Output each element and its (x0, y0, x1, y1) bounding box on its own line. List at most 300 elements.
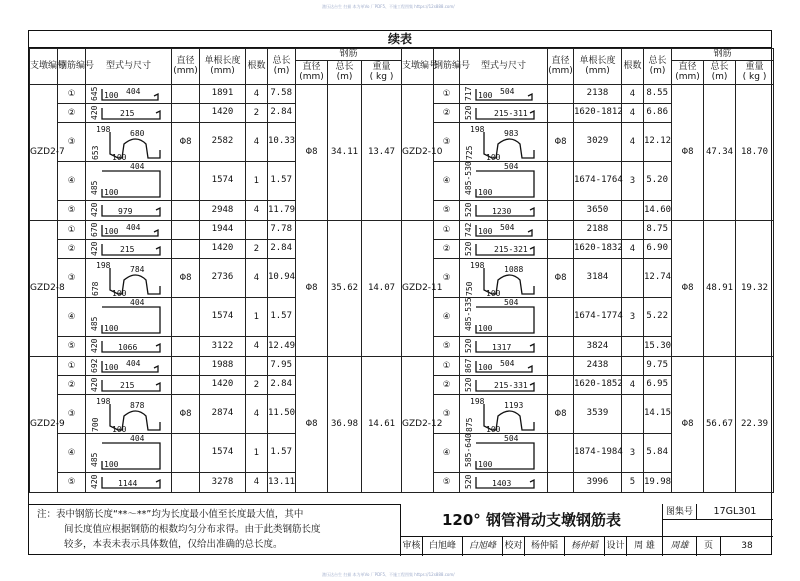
hdr-count-line: 根数 (247, 60, 266, 71)
dim-width: 215 (120, 108, 135, 118)
rebar-shape-2 (88, 105, 172, 122)
bar-no: ④ (434, 298, 460, 337)
single-length: 2138 (574, 85, 622, 104)
rebar-shape-4 (462, 432, 548, 472)
hdr-count (622, 49, 644, 85)
total-length: 7.78 (268, 221, 296, 240)
table-row (402, 85, 774, 104)
total-length: 19.98 (644, 473, 672, 493)
bar-count: 4 (246, 337, 268, 357)
single-length: 1420 (200, 104, 246, 123)
dim-height: 692 (90, 358, 99, 373)
dim-height: 653 (91, 145, 100, 160)
reviewer-signature: 白旭峰 (463, 537, 503, 556)
rebar-table-right (401, 48, 774, 493)
rebar-shape-1 (88, 358, 172, 375)
bar-count: 3 (622, 434, 644, 473)
bar-no: ⑤ (58, 337, 86, 357)
hdr-diameter-line: 直径 (551, 56, 570, 67)
hdr-group-diameter-line: 直径 (302, 62, 321, 73)
shape-cell (86, 240, 172, 259)
hdr-count-line: 根数 (623, 60, 642, 71)
total-length: 9.75 (644, 357, 672, 376)
dim-width: 404 (130, 161, 145, 171)
dim-width: 215-331 (494, 380, 528, 390)
rebar-shape-1 (88, 222, 172, 239)
bar-diameter (172, 221, 200, 240)
rebar-shape-4 (88, 299, 172, 336)
single-length: 3996 (574, 473, 622, 493)
dim-hook: 100 (478, 226, 493, 236)
shape-cell (460, 434, 548, 473)
total-length: 1.57 (268, 434, 296, 473)
bar-count: 3 (622, 298, 644, 337)
dim-height: 485 (90, 316, 99, 331)
single-length: 1574 (200, 298, 246, 337)
continuation-title: 续表 (29, 31, 771, 48)
bar-diameter (172, 104, 200, 123)
total-length: 6.90 (644, 240, 672, 259)
total-length: 11.50 (268, 395, 296, 434)
total-length: 2.84 (268, 240, 296, 259)
table-row (402, 221, 774, 240)
shape-cell (86, 473, 172, 493)
dim-hook: 100 (478, 90, 493, 100)
total-length: 10.94 (268, 259, 296, 298)
dim-height: 742 (464, 222, 473, 237)
shape-cell (86, 221, 172, 240)
table-row (402, 357, 774, 376)
bar-diameter (172, 337, 200, 357)
dim-hook: 100 (478, 459, 493, 469)
hdr-group-diameter-line: 直径 (678, 62, 697, 73)
hdr-single-length-line: 单根长度 (579, 56, 616, 67)
bar-count (622, 221, 644, 240)
bar-no: ① (58, 85, 86, 104)
hdr-group-total-unit: (m) (336, 71, 353, 82)
bar-no: ③ (58, 123, 86, 162)
total-length: 12.12 (644, 123, 672, 162)
single-length: 1674-1774 (574, 298, 622, 337)
shape-cell (460, 162, 548, 201)
single-length: 1574 (200, 434, 246, 473)
shape-cell (460, 473, 548, 493)
total-length: 8.75 (644, 221, 672, 240)
bar-no: ② (58, 240, 86, 259)
notes-line-2: 间长度值应根据钢筋的根数均匀分布求得。由于此类钢筋长度 (64, 524, 321, 535)
dim-hook: 100 (478, 187, 493, 197)
rebar-shape-4 (462, 296, 548, 336)
bar-count (622, 395, 644, 434)
dim-height: 867 (464, 358, 473, 373)
bar-count: 1 (246, 434, 268, 473)
single-length: 3278 (200, 473, 246, 493)
bar-count: 2 (246, 376, 268, 395)
dim-height: 678 (91, 281, 100, 296)
total-length: 10.33 (268, 123, 296, 162)
group-weight: 22.39 (736, 357, 774, 493)
single-length: 2874 (200, 395, 246, 434)
pier-id: GZD2-12 (402, 357, 434, 493)
rebar-shape-2 (88, 241, 172, 258)
group-diameter: Φ8 (672, 357, 704, 493)
reviewer-name: 白旭峰 (423, 537, 463, 556)
single-length: 2582 (200, 123, 246, 162)
single-length: 3650 (574, 201, 622, 221)
bar-diameter (548, 337, 574, 357)
dim-height: 645 (90, 86, 99, 101)
hdr-single-length (574, 49, 622, 85)
total-length: 2.84 (268, 104, 296, 123)
rebar-shape-3 (88, 260, 172, 297)
notes-line-3: 较多，本表未表示具体数值，仅给出准确的总长度。 (64, 539, 283, 550)
bar-no: ⑤ (434, 473, 460, 493)
shape-cell (86, 298, 172, 337)
hdr-bar-no (58, 49, 95, 85)
rebar-shape-3 (462, 396, 548, 433)
dim-height: 520 (464, 105, 473, 120)
dim-height: 485 (90, 180, 99, 195)
designer-signature: 周雄 (663, 537, 697, 556)
shape-cell (460, 337, 548, 357)
group-weight: 14.07 (362, 221, 402, 357)
shape-cell (86, 434, 172, 473)
design-label: 设计 (605, 537, 627, 556)
signature-row (401, 537, 773, 556)
hdr-shape (460, 49, 548, 85)
single-length: 1874-1984 (574, 434, 622, 473)
bar-diameter (172, 240, 200, 259)
bar-diameter (548, 221, 574, 240)
dim-height: 520 (464, 377, 473, 392)
group-diameter: Φ8 (672, 221, 704, 357)
total-length: 6.86 (644, 104, 672, 123)
bar-no: ⑤ (434, 337, 460, 357)
dim-height: 750 (465, 281, 474, 296)
checker-name: 杨仲韬 (525, 537, 565, 556)
dim-width: 404 (130, 433, 145, 443)
hdr-single-length-line: 单根长度 (204, 56, 241, 67)
table-row (30, 221, 402, 240)
dim-width: 504 (504, 297, 519, 307)
total-length: 14.15 (644, 395, 672, 434)
bar-diameter (548, 162, 574, 201)
pier-id: GZD2-8 (30, 221, 58, 357)
hdr-bar-no-line: 钢筋编号 (58, 60, 95, 71)
rebar-shape-5 (462, 474, 548, 491)
hdr-total-length (644, 49, 672, 85)
hdr-group-weight-line: 重量 (372, 62, 391, 73)
shape-cell (86, 85, 172, 104)
single-length: 2948 (200, 201, 246, 221)
bar-diameter: Φ8 (548, 259, 574, 298)
bar-diameter (172, 473, 200, 493)
single-length: 1420 (200, 376, 246, 395)
dim-width: 504 (500, 358, 515, 368)
hdr-single-length (200, 49, 246, 85)
bar-count: 4 (622, 104, 644, 123)
group-diameter: Φ8 (296, 85, 328, 221)
dim-width: 504 (500, 222, 515, 232)
hdr-diameter-unit: (mm) (173, 65, 198, 76)
shape-cell (86, 357, 172, 376)
rebar-shape-4 (462, 160, 548, 200)
dim-hook: 100 (104, 459, 119, 469)
total-length: 5.84 (644, 434, 672, 473)
pier-id: GZD2-9 (30, 357, 58, 493)
dim-top: 198 (96, 124, 111, 134)
rebar-shape-2 (462, 377, 548, 394)
shape-cell (86, 259, 172, 298)
rebar-shape-5 (462, 202, 548, 219)
group-diameter: Φ8 (672, 85, 704, 221)
shape-cell (86, 123, 172, 162)
hdr-single-length-unit: (mm) (210, 65, 235, 76)
dim-height: 420 (90, 241, 99, 256)
bar-no: ⑤ (58, 201, 86, 221)
designer-name: 周 雄 (627, 537, 663, 556)
dim-height: 520 (464, 338, 473, 353)
notes-label: 注： (37, 509, 57, 520)
bar-diameter (548, 201, 574, 221)
table-row (30, 357, 402, 376)
bar-count: 2 (246, 240, 268, 259)
bar-no: ③ (434, 259, 460, 298)
dim-width: 979 (118, 207, 133, 216)
single-length: 3122 (200, 337, 246, 357)
bar-diameter: Φ8 (548, 395, 574, 434)
dim-height: 485-530 (464, 160, 473, 195)
bar-count (622, 259, 644, 298)
title-block-blank (663, 520, 773, 537)
dim-top: 198 (470, 260, 485, 270)
group-weight: 13.47 (362, 85, 402, 221)
shape-cell (86, 201, 172, 221)
dim-hook: 100 (486, 288, 501, 298)
hdr-group-weight-unit: ( kg ) (369, 71, 394, 82)
bar-no: ④ (58, 298, 86, 337)
single-length: 2438 (574, 357, 622, 376)
dim-arc: 983 (504, 128, 519, 138)
bar-diameter (548, 85, 574, 104)
single-length: 3184 (574, 259, 622, 298)
dim-height: 520 (464, 241, 473, 256)
bar-no: ② (434, 240, 460, 259)
shape-cell (86, 337, 172, 357)
hdr-shape (86, 49, 172, 85)
hdr-group-diameter-unit: (mm) (675, 71, 700, 82)
bar-count: 1 (246, 162, 268, 201)
rebar-shape-2 (462, 105, 548, 122)
dim-height: 420 (90, 338, 99, 353)
shape-cell (86, 104, 172, 123)
dim-height: 420 (90, 202, 99, 217)
bar-no: ③ (434, 123, 460, 162)
dim-top: 198 (96, 396, 111, 406)
checker-signature: 杨仲韬 (565, 537, 605, 556)
dim-arc: 878 (130, 400, 145, 410)
total-length: 12.74 (644, 259, 672, 298)
single-length: 1620-1852 (574, 376, 622, 395)
dim-hook: 100 (486, 152, 501, 162)
bar-no: ② (58, 104, 86, 123)
dim-arc: 784 (130, 264, 145, 274)
bar-no: ⑤ (434, 201, 460, 221)
dim-hook: 100 (104, 226, 119, 236)
total-length: 5.20 (644, 162, 672, 201)
bar-count: 2 (246, 104, 268, 123)
bar-diameter (172, 85, 200, 104)
title-block (401, 504, 773, 556)
dim-width: 504 (504, 433, 519, 443)
bar-count: 4 (622, 123, 644, 162)
table-row (30, 85, 402, 104)
group-weight: 14.61 (362, 357, 402, 493)
atlas-label: 图集号 (663, 504, 697, 520)
shape-cell (460, 104, 548, 123)
bar-no: ③ (58, 395, 86, 434)
dim-height: 670 (90, 222, 99, 237)
shape-cell (460, 376, 548, 395)
bar-count: 4 (246, 395, 268, 434)
bar-count: 4 (622, 240, 644, 259)
dim-hook: 100 (112, 424, 127, 434)
rebar-shape-5 (88, 474, 172, 491)
pier-id: GZD2-7 (30, 85, 58, 221)
single-length: 1891 (200, 85, 246, 104)
bar-count: 4 (246, 123, 268, 162)
hdr-group-weight (736, 61, 774, 85)
total-length: 14.60 (644, 201, 672, 221)
bar-no: ④ (58, 434, 86, 473)
total-length: 7.58 (268, 85, 296, 104)
dim-hook: 100 (478, 323, 493, 333)
dim-arc: 1193 (504, 400, 524, 410)
rebar-shape-5 (462, 338, 548, 355)
hdr-group-diameter (296, 61, 328, 85)
hdr-bar-no-line: 钢筋编号 (434, 60, 471, 71)
hdr-total-length-line: 总长 (648, 56, 667, 67)
single-length: 2188 (574, 221, 622, 240)
rebar-table-left (29, 48, 402, 493)
rebar-shape-1 (462, 358, 548, 375)
bar-no: ① (434, 85, 460, 104)
rebar-shape-1 (462, 86, 548, 103)
hdr-group-total-unit: (m) (711, 71, 728, 82)
bar-diameter (172, 298, 200, 337)
group-weight: 18.70 (736, 85, 774, 221)
bar-diameter: Φ8 (548, 123, 574, 162)
single-length: 3539 (574, 395, 622, 434)
bar-no: ② (434, 376, 460, 395)
single-length: 1620-1812 (574, 104, 622, 123)
bar-diameter (172, 357, 200, 376)
hdr-shape-line: 型式与尺寸 (480, 60, 526, 71)
bar-count (622, 337, 644, 357)
dim-height: 485-535 (464, 296, 473, 331)
bar-diameter (172, 162, 200, 201)
total-length: 5.22 (644, 298, 672, 337)
dim-top: 198 (470, 396, 485, 406)
single-length: 1574 (200, 162, 246, 201)
dim-hook: 100 (486, 424, 501, 434)
hdr-diameter-unit: (mm) (548, 65, 573, 76)
check-label: 校对 (503, 537, 525, 556)
total-length: 7.95 (268, 357, 296, 376)
hdr-bar-no (434, 49, 471, 85)
single-length: 1988 (200, 357, 246, 376)
total-length: 1.57 (268, 298, 296, 337)
bar-diameter (548, 376, 574, 395)
single-length: 1674-1764 (574, 162, 622, 201)
total-length: 11.79 (268, 201, 296, 221)
hdr-total-length-unit: (m) (273, 65, 290, 76)
bar-count (622, 357, 644, 376)
bar-count: 4 (246, 201, 268, 221)
rebar-shape-2 (462, 241, 548, 258)
rebar-shape-1 (88, 86, 172, 103)
dim-width: 215 (120, 380, 135, 390)
rebar-shape-5 (88, 202, 172, 219)
total-length: 13.11 (268, 473, 296, 493)
rebar-shape-3 (462, 124, 548, 161)
hdr-group-diameter (672, 61, 704, 85)
shape-cell (86, 376, 172, 395)
shape-cell (460, 259, 548, 298)
bar-no: ④ (434, 162, 460, 201)
dim-width: 504 (500, 86, 515, 96)
hdr-group-total-line: 总长 (335, 62, 354, 73)
dim-height: 875 (465, 417, 474, 432)
hdr-diameter (172, 49, 200, 85)
total-length: 8.55 (644, 85, 672, 104)
bar-count: 5 (622, 473, 644, 493)
bar-diameter (548, 298, 574, 337)
group-total: 34.11 (328, 85, 362, 221)
page-number: 38 (741, 541, 753, 551)
group-weight: 19.32 (736, 221, 774, 357)
bar-no: ④ (434, 434, 460, 473)
total-length: 15.30 (644, 337, 672, 357)
dim-arc: 1088 (504, 264, 524, 274)
dim-width: 404 (130, 297, 145, 307)
hdr-pier-id (402, 49, 439, 85)
dim-top: 198 (96, 260, 111, 270)
dim-hook: 100 (104, 90, 119, 100)
bar-count (622, 201, 644, 221)
hdr-pier-id-line: 支墩编号 (30, 60, 67, 71)
rebar-shape-4 (88, 163, 172, 200)
group-diameter: Φ8 (296, 221, 328, 357)
hdr-rebar-group: 钢筋 (296, 49, 402, 61)
dim-hook: 100 (104, 187, 119, 197)
total-length: 1.57 (268, 162, 296, 201)
hdr-group-total-line: 总长 (710, 62, 729, 73)
dim-width: 215-311 (494, 108, 528, 118)
hdr-group-total (704, 61, 736, 85)
dim-width: 504 (504, 161, 519, 171)
dim-width: 215-321 (494, 244, 528, 254)
bar-count: 4 (622, 376, 644, 395)
bar-no: ① (58, 357, 86, 376)
hdr-group-weight (362, 61, 402, 85)
dim-width: 404 (126, 358, 141, 368)
rebar-shape-5 (88, 338, 172, 355)
hdr-single-length-unit: (mm) (585, 65, 610, 76)
dim-height: 585-640 (464, 432, 473, 467)
dim-hook: 100 (112, 288, 127, 298)
bar-diameter: Φ8 (172, 259, 200, 298)
